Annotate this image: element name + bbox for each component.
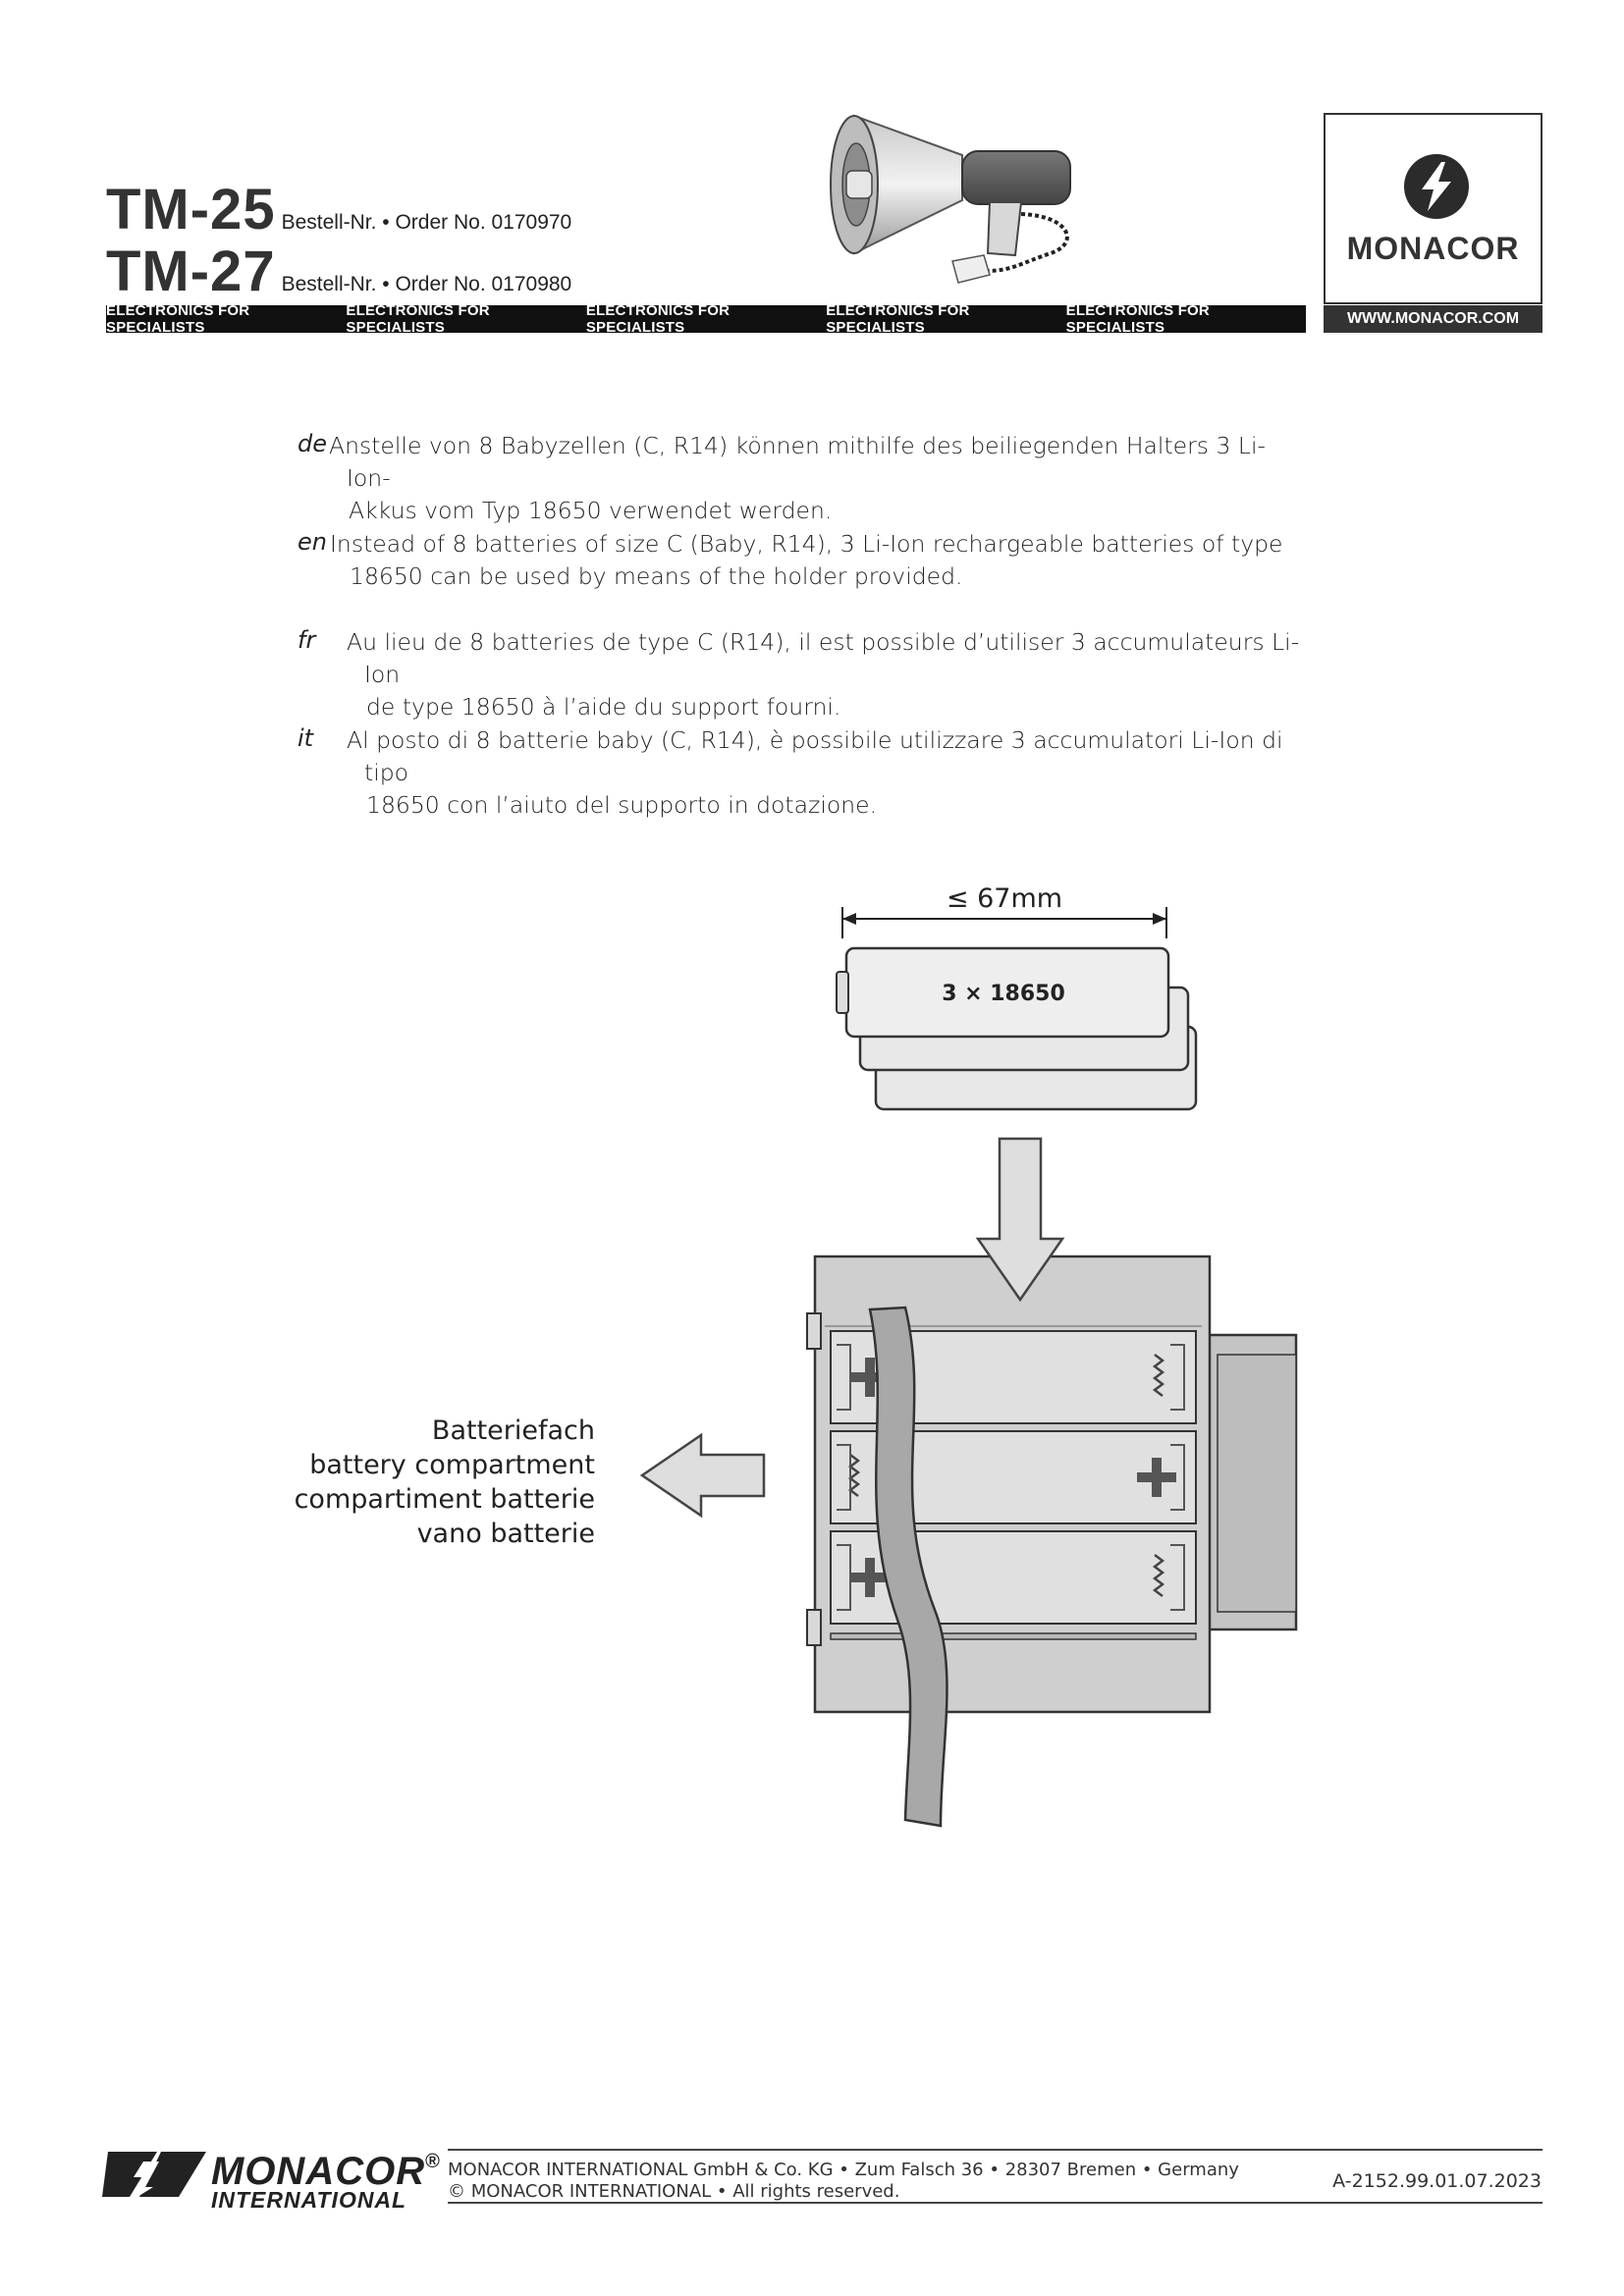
- battery-stack: [837, 948, 1196, 1109]
- paragraph-line: Anstelle von 8 Babyzellen (C, R14) können mithilfe des beiliegenden Halters 3 Li-Ion-: [329, 432, 1267, 492]
- paragraph-fr: [298, 626, 1309, 723]
- document-code: A-2152.99.01.07.2023: [1332, 2170, 1542, 2192]
- paragraph-line: 18650 can be used by means of the holder provided.: [350, 562, 963, 590]
- slogan-text: ELECTRONICS FOR SPECIALISTS: [826, 302, 970, 336]
- language-code: fr: [298, 626, 316, 654]
- paragraph-line: Al posto di 8 batterie baby (C, R14), è possibile utilizzare 3 accumulatori Li-Ion di tipo: [347, 726, 1283, 786]
- website-link[interactable]: WWW.MONACOR.COM: [1324, 305, 1543, 333]
- paragraph-de: [298, 430, 1309, 527]
- brand-sub: INTERNATIONAL: [211, 2187, 407, 2213]
- paragraph-en: [298, 528, 1309, 593]
- model-name: TM-25: [106, 178, 276, 241]
- brand-main: MONACOR: [211, 2150, 426, 2193]
- compartment-label-line: compartiment batterie: [294, 1484, 595, 1515]
- paragraph-it: [298, 724, 1309, 822]
- slogan-text: ELECTRONICS FOR SPECIALISTS: [106, 302, 250, 336]
- compartment-arrow-icon: [638, 1431, 768, 1520]
- paragraph-line: 18650 con l’aiuto del supporto in dotazione.: [366, 791, 878, 819]
- paragraph-line: de type 18650 à l’aide du support fourni.: [366, 693, 841, 721]
- order-number: Bestell-Nr. • Order No. 0170970: [281, 211, 572, 234]
- paragraph-line: Au lieu de 8 batteries de type C (R14), il est possible d’utiliser 3 accumulateurs Li-Ion: [347, 628, 1300, 688]
- compartment-label-line: vano batterie: [416, 1519, 595, 1549]
- registered-mark: ®: [425, 2151, 440, 2172]
- monacor-logo-box: [1324, 113, 1543, 304]
- paragraph-text: [347, 724, 1309, 822]
- battery-holder-diagram: [628, 864, 1316, 1855]
- international-logo-icon: [100, 2148, 208, 2201]
- brand-name: MONACOR: [1346, 231, 1520, 266]
- paragraph-line: Akkus vom Typ 18650 verwendet werden.: [349, 497, 833, 524]
- language-code: en: [298, 528, 327, 556]
- paragraph-line: Instead of 8 batteries of size C (Baby, R14), 3 Li-Ion rechargeable batteries of type: [330, 530, 1283, 558]
- footer-address: MONACOR INTERNATIONAL GmbH & Co. KG • Zum Falsch 36 • 28307 Bremen • Germany: [448, 2160, 1239, 2180]
- paragraph-text: [330, 528, 1309, 593]
- lightning-logo-icon: [1402, 152, 1471, 221]
- compartment-label-line: Batteriefach: [431, 1415, 595, 1446]
- slogan-text: ELECTRONICS FOR SPECIALISTS: [585, 302, 731, 336]
- international-brand: [211, 2152, 440, 2212]
- order-number: Bestell-Nr. • Order No. 0170980: [281, 273, 572, 295]
- language-code: it: [298, 724, 314, 752]
- compartment-label: [295, 1414, 595, 1551]
- slogan-text: ELECTRONICS FOR SPECIALISTS: [1065, 302, 1210, 336]
- footer-copyright: © MONACOR INTERNATIONAL • All rights reserved.: [448, 2181, 900, 2202]
- paragraph-text: [329, 430, 1309, 527]
- model-line-tm25: [106, 178, 572, 241]
- slogan-text: ELECTRONICS FOR SPECIALISTS: [346, 302, 490, 336]
- model-line-tm27: [106, 240, 572, 303]
- model-name: TM-27: [106, 240, 276, 303]
- language-code: de: [298, 430, 327, 457]
- battery-label: 3 × 18650: [942, 982, 1065, 1006]
- paragraph-text: [347, 626, 1309, 723]
- footer-address-block: [448, 2160, 1239, 2203]
- slogan-bar: [106, 302, 1306, 336]
- footer-top-rule: [448, 2149, 1543, 2151]
- megaphone-illustration: [815, 106, 1090, 293]
- compartment-label-line: battery compartment: [309, 1450, 595, 1480]
- dimension-label: ≤ 67mm: [946, 883, 1063, 914]
